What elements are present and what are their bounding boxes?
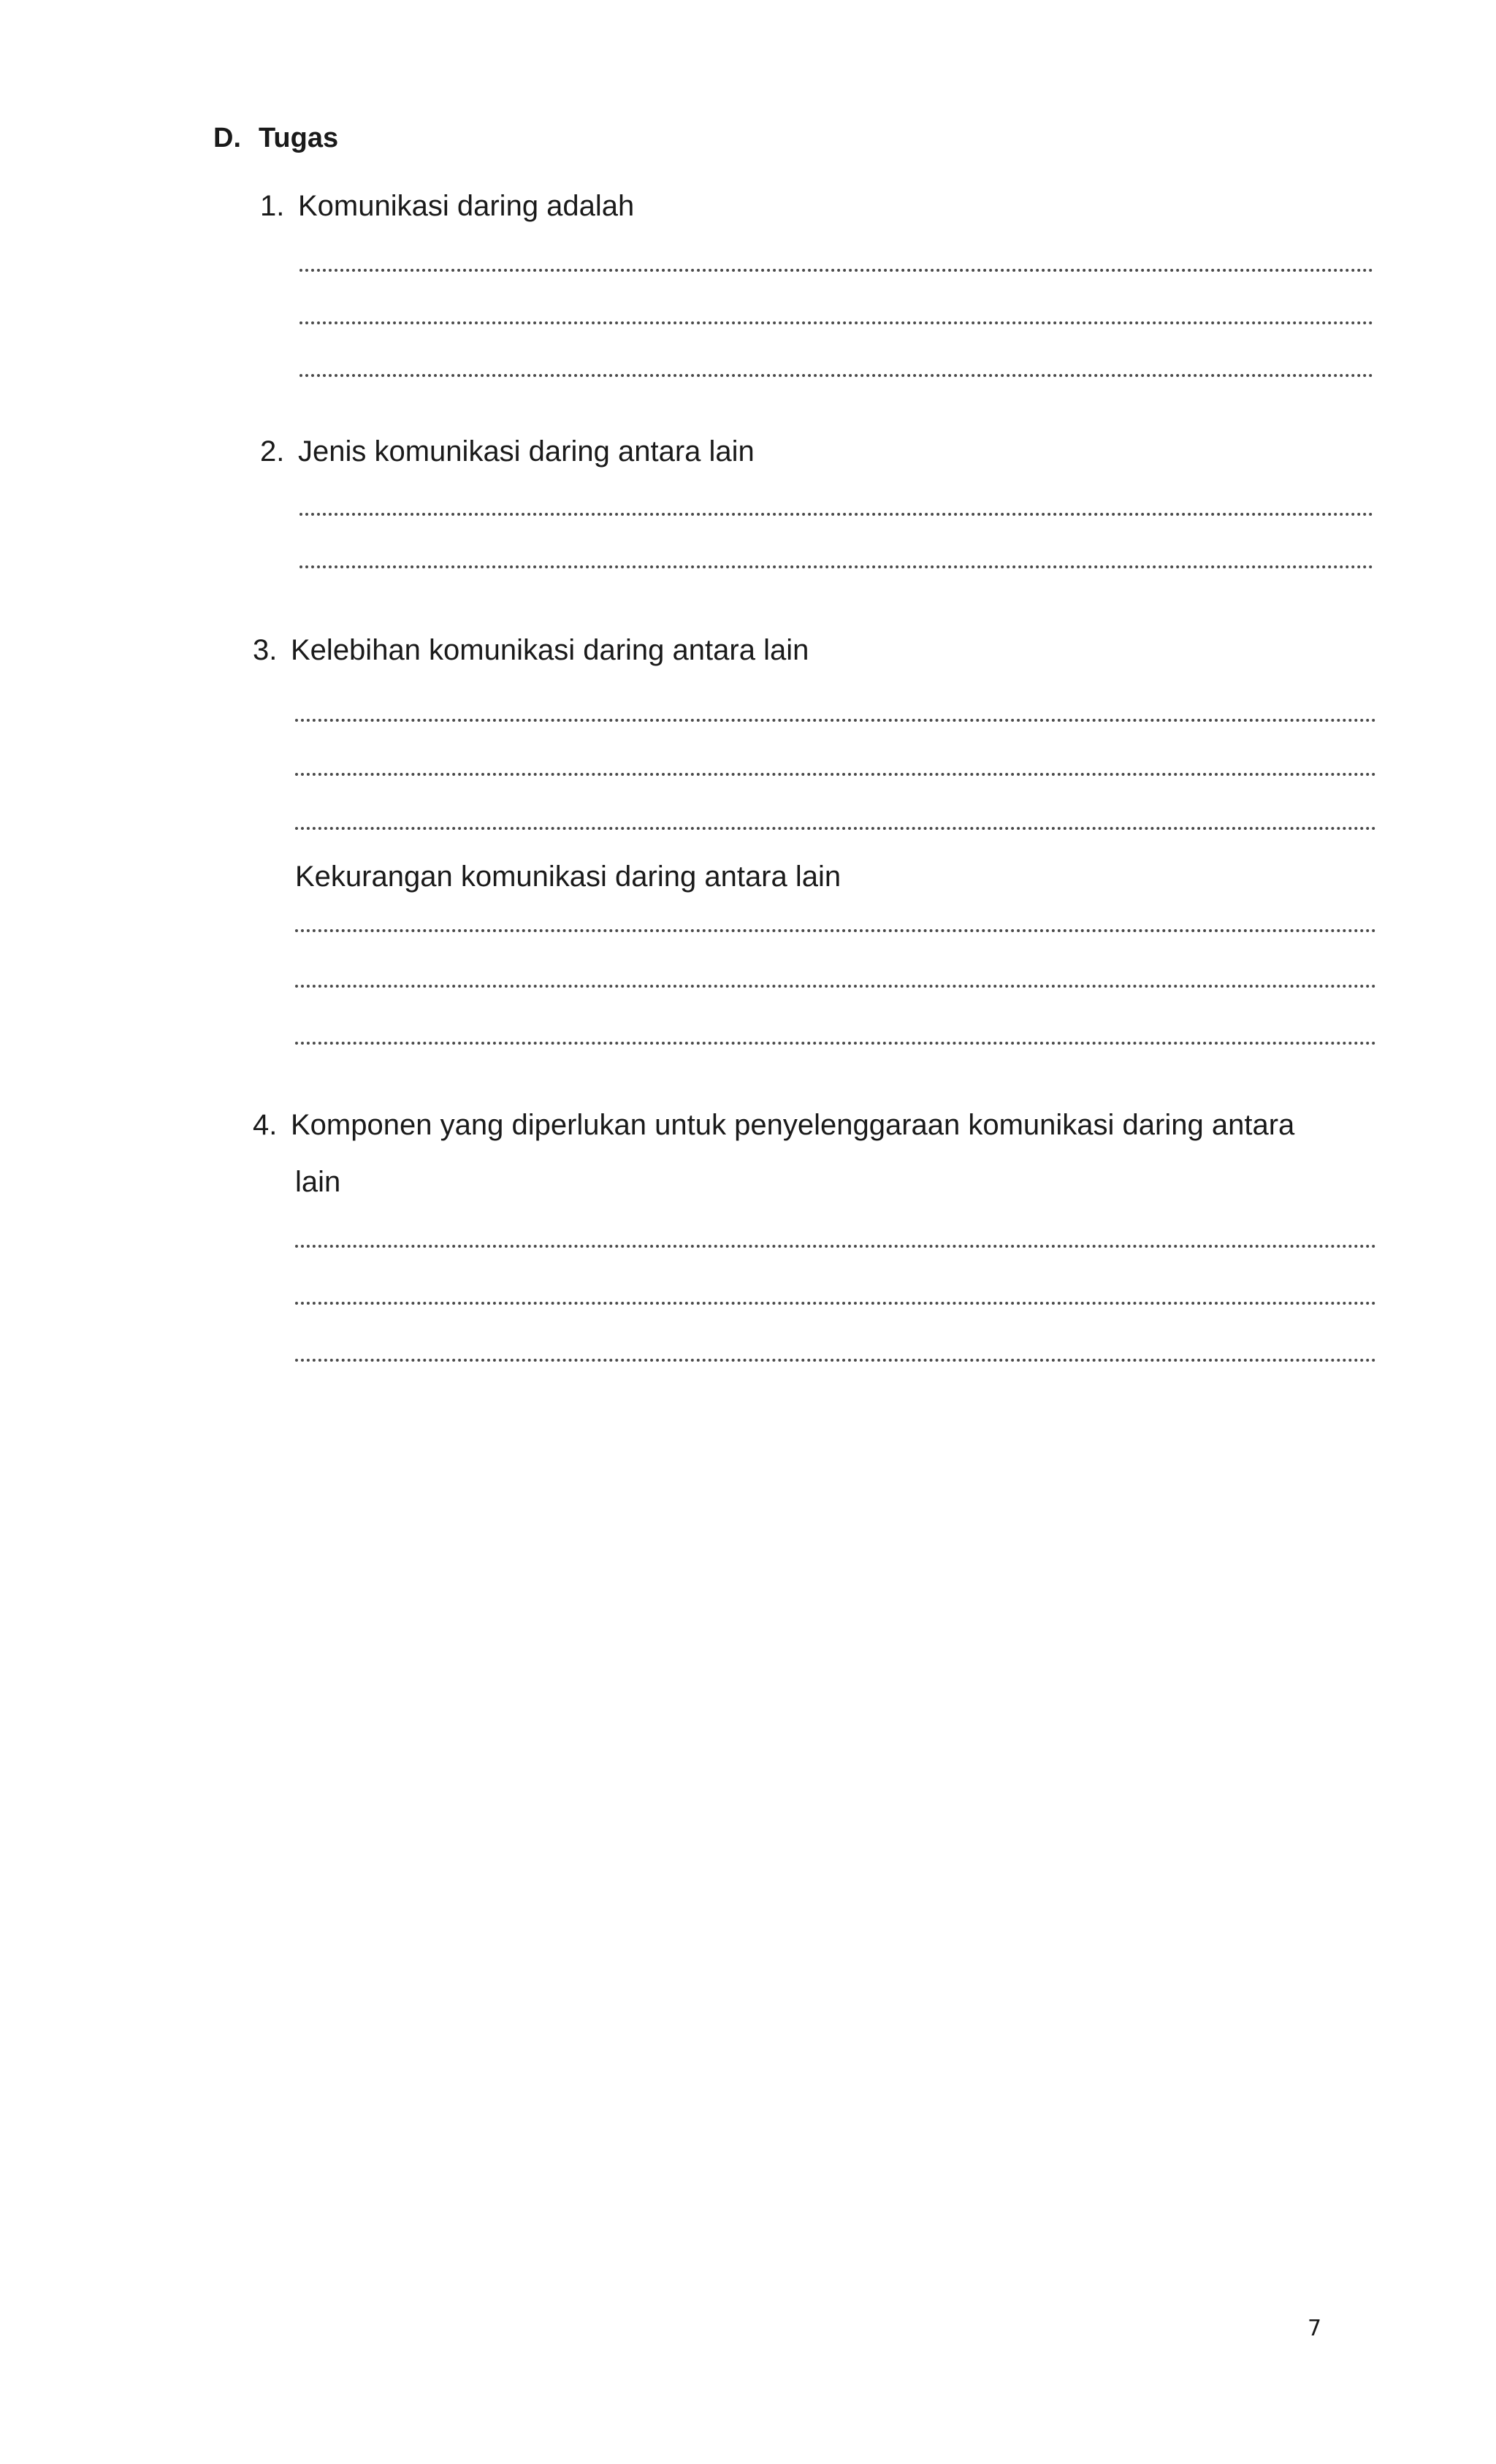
answer-line[interactable] — [299, 321, 1373, 324]
answer-line[interactable] — [299, 269, 1373, 272]
question-number: 3. — [253, 634, 278, 666]
answer-line[interactable] — [295, 1302, 1376, 1305]
question-number: 1. — [260, 190, 285, 222]
answer-line[interactable] — [295, 719, 1376, 722]
answer-line[interactable] — [299, 565, 1373, 568]
question-text: Komunikasi daring adalah — [298, 190, 635, 222]
answer-line[interactable] — [295, 1359, 1376, 1362]
answer-line[interactable] — [295, 827, 1376, 830]
section-letter: D. — [213, 123, 241, 153]
section-title: Tugas — [259, 123, 339, 153]
section-heading — [213, 123, 338, 154]
answer-line[interactable] — [299, 513, 1373, 516]
page-number: 7 — [1308, 2316, 1322, 2341]
answer-line[interactable] — [299, 374, 1373, 377]
question-text: Jenis komunikasi daring antara lain — [298, 435, 755, 468]
question-3-subtext: Kekurangan komunikasi daring antara lain — [295, 861, 842, 893]
question-3 — [253, 633, 809, 668]
answer-line[interactable] — [295, 929, 1376, 932]
question-number: 2. — [260, 435, 285, 468]
question-2 — [260, 434, 755, 469]
answer-line[interactable] — [295, 1245, 1376, 1248]
question-text: Komponen yang diperlukan untuk penyelenggaraan komunikasi daring antara — [291, 1109, 1295, 1141]
answer-line[interactable] — [295, 773, 1376, 776]
question-text: Kelebihan komunikasi daring antara lain — [291, 634, 809, 666]
question-number: 4. — [253, 1109, 278, 1141]
question-1 — [260, 188, 634, 224]
answer-line[interactable] — [295, 1042, 1376, 1045]
answer-line[interactable] — [295, 985, 1376, 988]
question-4 — [253, 1107, 1294, 1143]
question-4-continuation: lain — [295, 1166, 341, 1198]
